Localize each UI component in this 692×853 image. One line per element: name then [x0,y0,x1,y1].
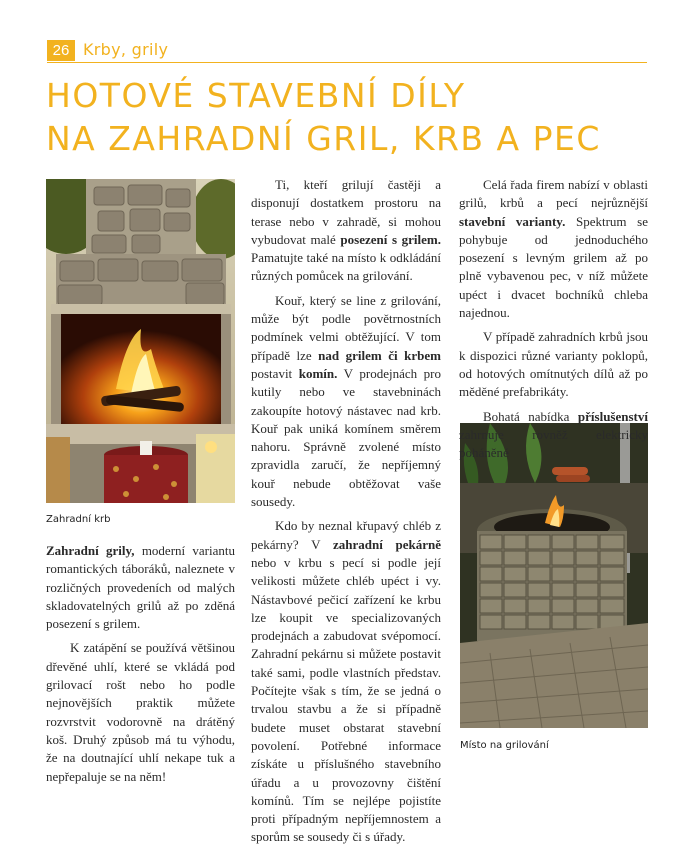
headline-line-1: HOTOVÉ STAVEBNÍ DÍLY [46,76,466,115]
text: moderní variantu romantických táboráků, naleznete v rozličných provedeních od malých skladovatelných grilů až po zděná posezení s grilem. [46,543,235,632]
text: Spektrum se pohybuje od jednoduchého posezení s levným grilem až po plně vybavenou pec, v níž můžete upéct i dvacet bochníků chleba najednou. [459,213,648,321]
grill-photo [460,423,648,728]
text: Celá řada firem nabízí v oblasti grilů, krbů a pecí nejrůznější [459,177,648,211]
text-column-1 [46,542,235,792]
text: Kdo by neznal křupavý chléb z pekárny? V [251,518,441,552]
bold-text: nad grilem či krbem [318,347,441,363]
paragraph [459,176,648,322]
text: Ti, kteří grilují častěji a disponují dostatkem prostoru na terase nebo v zahradě, si mohou vybudovat malé [251,177,441,247]
paragraph [251,176,441,286]
paragraph [251,292,441,512]
text: Pamatujte také na místo k odkládání různých pomůcek na grilování. [251,250,441,284]
text: zahrnuje rovněž elektricky poháněné [459,426,648,461]
text: postavit [251,365,299,381]
text: V případě zahradních krbů jsou k dispozici různé varianty poklopů, od hotových omítnutých dílů až po měděné prefabrikáty. [459,329,648,400]
text-column-3 [459,176,648,468]
paragraph [459,408,648,463]
bold-text: příslušenství [577,408,648,424]
headline-line-2: NA ZAHRADNÍ GRIL, KRB A PEC [46,119,601,158]
bold-text: komín. [298,365,338,381]
paragraph [459,328,648,401]
bold-text: zahradní pekárně [332,536,442,552]
page-headline [46,74,656,160]
paragraph [46,639,235,785]
text: Kouř, který se line z grilování, může být podle povětrnostních podmínek velmi obtěžující. V tom případě lze [251,292,441,363]
section-title: Krby, grily [83,40,169,59]
bold-text: stavební varianty. [459,213,566,229]
text: V prodejnách pro kutily nebo ve stavebninách zakoupíte hotový nástavec nad krb. Kouř pak uniká komínem směrem nahoru. Správně zvolené místo zpravidla zaručí, že nepříjemný kouř nebude obtěžovat vaše sousedy. [251,365,442,510]
paragraph [46,542,235,633]
running-header [47,40,647,62]
fireplace-photo [46,179,235,503]
text: Bohatá nabídka [483,408,578,424]
paragraph [251,517,441,846]
header-rule [47,62,647,63]
fireplace-caption: Zahradní krb [46,514,111,525]
text-column-2 [251,176,441,853]
page-number: 26 [47,40,75,61]
text: K zatápění se používá většinou dřevěné uhlí, které se vkládá pod grilovací rošt nebo ho podle nejnovějších praktik můžete rozvrstvit vodorovně na drátěný koš. Druhý způsob má tu výhodu, že na doutnající uhlí nekape tuk a nepřepaluje se na něm! [46,640,235,784]
bold-text: posezení s grilem. [340,231,441,247]
text: nebo v krbu s pecí si podle její velikosti můžete chléb upéct i vy. Nástavbové pečicí zařízení ke krbu lze koupit ve specializovaných prodejnách a zabudovat svépomocí. Zahradní pekárnu si můžete postavit také sami, podle vlastních představ. Počítejte však s tím, že se jedná o trvalou stavbu a že si případně budete muset obstarat stavební povolení. Potřebné informace získáte u příslušného stavebního úřadu a u provozovny čištění komínů. Tím se nejlépe pojistíte proti případným nepříjemnostem a sporům se sousedy či s úřady. [251,554,441,845]
bold-text: Zahradní grily, [46,543,135,558]
grill-caption: Místo na grilování [460,740,549,751]
